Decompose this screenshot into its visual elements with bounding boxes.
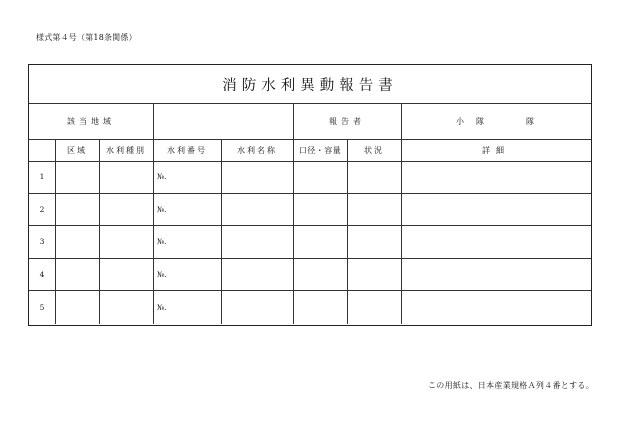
divider — [293, 161, 294, 193]
row-number: 3 — [39, 237, 45, 247]
divider — [221, 259, 222, 291]
divider — [347, 291, 348, 324]
divider — [347, 259, 348, 291]
column-header-water-type: 水利種別 — [106, 145, 146, 155]
column-header-district: 区域 — [67, 145, 87, 155]
divider — [293, 226, 294, 258]
divider — [55, 259, 56, 291]
divider — [99, 291, 100, 324]
table-row — [29, 226, 591, 259]
column-header-diameter-capacity: 口径・容量 — [298, 145, 342, 155]
form-number-label: 様式第４号（第18条関係） — [36, 33, 137, 42]
divider — [401, 259, 402, 291]
info-row — [29, 103, 591, 140]
row-number: 4 — [39, 270, 45, 280]
divider — [55, 291, 56, 324]
document-title: 消防水利異動報告書 — [222, 77, 398, 94]
divider — [153, 291, 154, 324]
divider — [99, 194, 100, 226]
divider — [221, 226, 222, 258]
row-number: 5 — [39, 303, 45, 313]
divider — [293, 194, 294, 226]
divider — [347, 194, 348, 226]
row-number: 2 — [39, 204, 45, 214]
divider — [347, 161, 348, 193]
reporter-label: 報告者 — [329, 116, 365, 126]
divider — [401, 291, 402, 324]
divider — [347, 226, 348, 258]
area-label: 該当地域 — [67, 116, 115, 126]
table-row — [29, 194, 591, 227]
table-row — [29, 291, 591, 324]
divider — [221, 194, 222, 226]
number-mark: №. — [157, 237, 167, 247]
divider — [221, 161, 222, 193]
divider — [99, 161, 100, 193]
number-mark: №. — [157, 303, 167, 313]
number-mark: №. — [157, 204, 167, 214]
divider — [99, 259, 100, 291]
column-header-details: 詳細 — [482, 145, 510, 155]
column-header-water-name: 水利名称 — [237, 145, 277, 155]
divider — [293, 291, 294, 324]
row-number: 1 — [39, 172, 45, 182]
divider — [153, 194, 154, 226]
title-row — [29, 65, 591, 104]
column-header-row — [29, 139, 591, 162]
report-form-table — [28, 64, 592, 326]
divider — [55, 194, 56, 226]
divider — [401, 194, 402, 226]
divider — [55, 161, 56, 193]
table-row — [29, 161, 591, 194]
divider — [153, 226, 154, 258]
number-mark: №. — [157, 270, 167, 280]
divider — [153, 259, 154, 291]
divider — [221, 291, 222, 324]
section-label: 小 隊 隊 — [456, 116, 536, 126]
column-header-water-number: 水利番号 — [167, 145, 207, 155]
divider — [153, 161, 154, 193]
column-header-status: 状況 — [364, 145, 384, 155]
number-mark: №. — [157, 172, 167, 182]
area-value-field[interactable] — [153, 103, 293, 139]
divider — [55, 226, 56, 258]
divider — [293, 259, 294, 291]
paper-size-note: この用紙は、日本産業規格Ａ列４番とする。 — [428, 381, 594, 390]
table-row — [29, 259, 591, 292]
divider — [401, 161, 402, 193]
divider — [99, 226, 100, 258]
divider — [401, 226, 402, 258]
